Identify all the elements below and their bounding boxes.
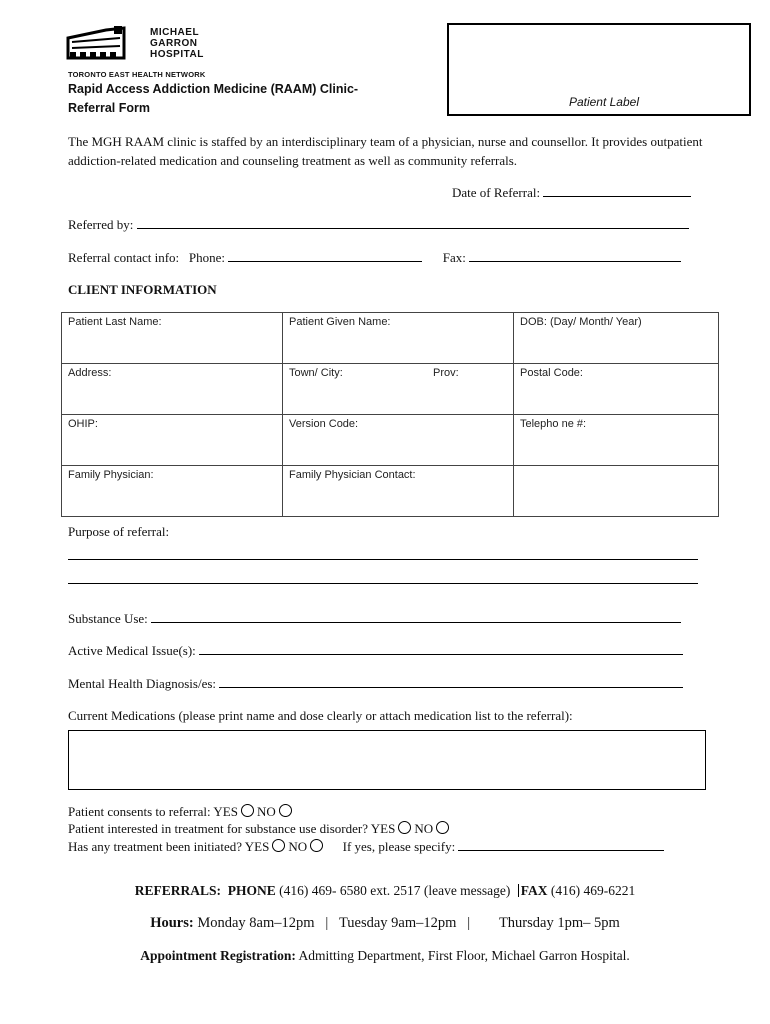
logo-name-line-3: HOSPITAL (150, 49, 204, 60)
fax-field[interactable] (469, 249, 681, 262)
date-of-referral-label: Date of Referral: (452, 185, 541, 200)
patient-last-name-cell[interactable]: Patient Last Name: (62, 313, 283, 364)
client-information-heading: CLIENT INFORMATION (68, 282, 217, 297)
hours-label: Hours: (150, 915, 194, 931)
purpose-line-1[interactable] (68, 559, 698, 560)
prov-label: Prov: (433, 367, 459, 379)
consent-yes-label: YES (213, 804, 238, 819)
active-medical-row (68, 642, 683, 659)
table-row (62, 466, 719, 517)
referred-by-row (68, 216, 689, 233)
initiated-row (68, 838, 664, 855)
hours-tuesday: Tuesday 9am–12pm (338, 915, 457, 931)
hours-line: Hours: Monday 8am–12pm | Tuesday 9am–12pm | Thursday 1pm– 5pm (150, 915, 620, 931)
appointment-label: Appointment Registration: (140, 948, 296, 963)
consent-row (68, 804, 295, 820)
patient-given-name-cell[interactable]: Patient Given Name: (283, 313, 514, 364)
mental-health-row (68, 675, 683, 692)
form-title-line-2: Referral Form (68, 101, 150, 115)
interested-yes-label: YES (370, 821, 396, 836)
purpose-line-2[interactable] (68, 583, 698, 584)
current-medications-box[interactable] (68, 730, 706, 790)
interested-yes-radio[interactable] (398, 821, 411, 834)
referral-contact-row (68, 249, 681, 266)
fax-label: Fax: (442, 250, 466, 265)
mental-health-label: Mental Health Diagnosis/es: (68, 676, 217, 691)
mental-health-field[interactable] (219, 675, 683, 688)
referred-by-label: Referred by: (68, 217, 134, 232)
town-city-label: Town/ City: (289, 367, 343, 379)
dob-cell[interactable]: DOB: (Day/ Month/ Year) (514, 313, 719, 364)
referrals-phone-label: PHONE (227, 883, 276, 898)
table-row (62, 364, 719, 415)
patient-label-text: Patient Label (568, 95, 639, 109)
interested-label: Patient interested in treatment for substance use disorder? (68, 821, 368, 836)
phone-label: Phone: (188, 250, 226, 265)
specify-label: If yes, please specify: (342, 839, 456, 854)
phone-field[interactable] (228, 249, 422, 262)
referred-by-field[interactable] (137, 216, 689, 229)
substance-use-row (68, 610, 681, 627)
initiated-label: Has any treatment been initiated? (68, 839, 242, 854)
purpose-of-referral-label: Purpose of referral: (68, 524, 170, 539)
interested-no-label: NO (414, 821, 434, 836)
separator (518, 884, 519, 897)
consent-label: Patient consents to referral: (68, 804, 211, 819)
referrals-fax-label: FAX (520, 883, 548, 898)
logo-name-line-1: MICHAEL (150, 27, 200, 38)
form-title (68, 80, 358, 118)
interested-row (68, 821, 452, 837)
hospital-logo (66, 18, 216, 80)
empty-cell (514, 466, 719, 517)
family-physician-contact-cell[interactable]: Family Physician Contact: (283, 466, 514, 517)
current-medications-label: Current Medications (please print name and dose clearly or attach medication list to the referral): (68, 708, 573, 723)
referrals-label: REFERRALS: (134, 883, 221, 898)
appointment-value: Admitting Department, First Floor, Michael Garron Hospital. (298, 948, 630, 963)
hospital-building-icon (66, 24, 136, 62)
postal-code-cell[interactable]: Postal Code: (514, 364, 719, 415)
hours-thursday: Thursday 1pm– 5pm (498, 915, 620, 931)
specify-field[interactable] (458, 838, 664, 851)
initiated-yes-radio[interactable] (272, 839, 285, 852)
version-code-cell[interactable]: Version Code: (283, 415, 514, 466)
initiated-yes-label: YES (244, 839, 270, 854)
initiated-no-label: NO (288, 839, 308, 854)
logo-tagline: TORONTO EAST HEALTH NETWORK (68, 70, 206, 79)
client-information-table (61, 312, 719, 517)
substance-use-label: Substance Use: (68, 611, 148, 626)
referrals-fax-value: (416) 469-6221 (550, 883, 636, 898)
town-city-cell[interactable] (283, 364, 514, 415)
address-cell[interactable]: Address: (62, 364, 283, 415)
referrals-phone-value: (416) 469- 6580 ext. 2517 (leave message) (279, 883, 511, 898)
referrals-line (0, 883, 770, 899)
active-medical-label: Active Medical Issue(s): (68, 643, 196, 658)
interested-no-radio[interactable] (436, 821, 449, 834)
ohip-cell[interactable]: OHIP: (62, 415, 283, 466)
table-row (62, 415, 719, 466)
consent-yes-radio[interactable] (241, 804, 254, 817)
family-physician-cell[interactable]: Family Physician: (62, 466, 283, 517)
appointment-line (0, 948, 770, 964)
consent-no-radio[interactable] (279, 804, 292, 817)
date-of-referral-field[interactable] (543, 184, 691, 197)
form-title-line-1: Rapid Access Addiction Medicine (RAAM) Clinic- (68, 82, 359, 96)
referral-contact-label: Referral contact info: (68, 250, 180, 265)
logo-name-line-2: GARRON (150, 38, 198, 49)
date-of-referral-row (452, 184, 691, 201)
intro-paragraph: The MGH RAAM clinic is staffed by an interdisciplinary team of a physician, nurse and counsellor. It provides outpatient addiction-related medication and counseling treatment as well as community referrals. (68, 134, 703, 168)
initiated-no-radio[interactable] (310, 839, 323, 852)
active-medical-field[interactable] (199, 642, 683, 655)
patient-label-box[interactable] (447, 23, 751, 116)
hours-monday: Monday 8am–12pm (197, 915, 315, 931)
substance-use-field[interactable] (151, 610, 681, 623)
table-row (62, 313, 719, 364)
telephone-cell[interactable]: Telepho ne #: (514, 415, 719, 466)
consent-no-label: NO (256, 804, 276, 819)
